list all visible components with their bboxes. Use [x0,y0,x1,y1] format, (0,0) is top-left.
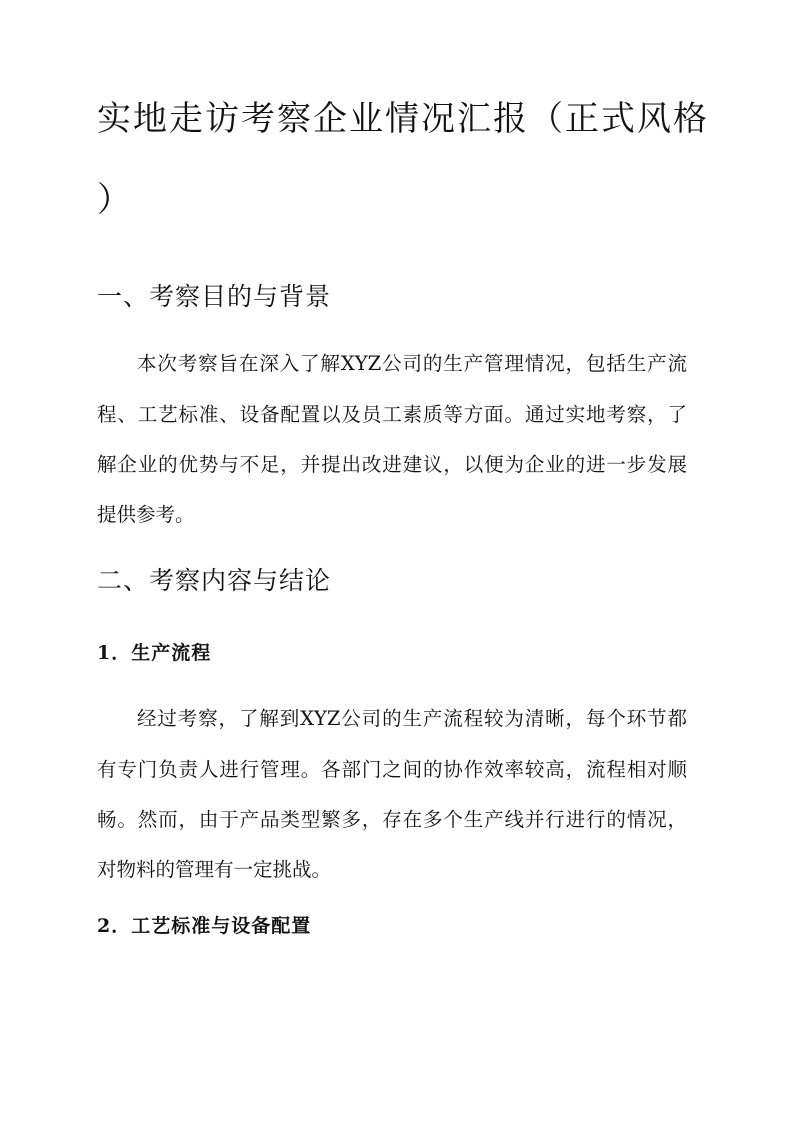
paragraph-line: 有专门负责人进行管理。各部门之间的协作效率较高，流程相对顺 [97,758,687,781]
paragraph-line: 畅。然而，由于产品类型繁多，存在多个生产线并行进行的情况， [97,808,687,831]
document-title-line-2: ） [97,180,133,220]
paragraph-line: 对物料的管理有一定挑战。 [97,858,332,881]
paragraph-line: 经过考察，了解到XYZ公司的生产流程较为清晰，每个环节都 [137,707,687,730]
subsection-heading-process-standards: 2．工艺标准与设备配置 [97,915,312,937]
paragraph-line: 提供参考。 [97,503,195,526]
paragraph-line: 解企业的优势与不足，并提出改进建议，以便为企业的进一步发展 [97,453,687,476]
paragraph-line: 程、工艺标准、设备配置以及员工素质等方面。通过实地考察，了 [97,403,687,426]
subsection-heading-production-process: 1．生产流程 [97,642,212,664]
section-heading-findings: 二、考察内容与结论 [97,566,332,595]
document-title-line-1: 实地走访考察企业情况汇报（正式风格 [97,99,709,139]
section-heading-purpose: 一、考察目的与背景 [97,282,332,311]
paragraph-line: 本次考察旨在深入了解XYZ公司的生产管理情况，包括生产流 [137,352,687,375]
